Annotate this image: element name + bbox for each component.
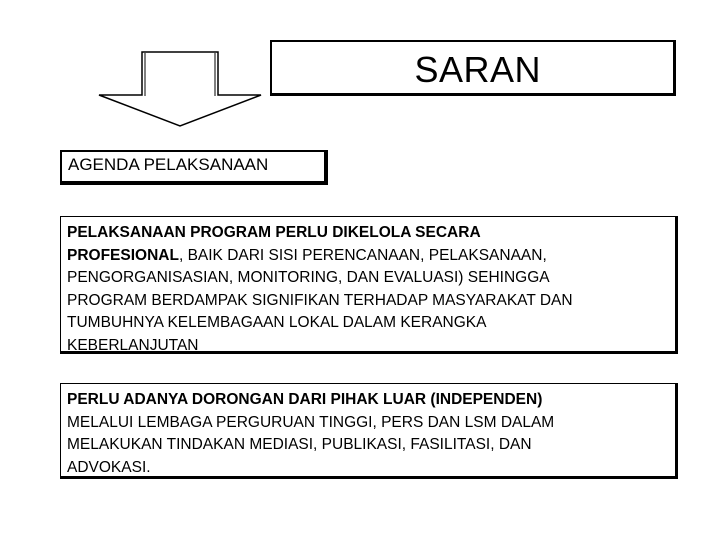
recommendation-1-line-6: KEBERLANJUTAN: [67, 336, 199, 354]
recommendation-1-line-2-rest: , BAIK DARI SISI PERENCANAAN, PELAKSANAAN,: [178, 246, 547, 264]
recommendation-box-1: [60, 216, 678, 354]
recommendation-1-text: [67, 222, 573, 357]
recommendation-2-line-4: ADVOKASI.: [67, 458, 151, 476]
recommendation-1-line-5: TUMBUHNYA KELEMBAGAAN LOKAL DALAM KERANGKA: [67, 314, 487, 331]
agenda-heading: AGENDA PELAKSANAAN: [68, 155, 269, 174]
recommendation-1-line-1: PELAKSANAAN PROGRAM PERLU DIKELOLA SECARA: [67, 224, 481, 241]
down-arrow-icon: [95, 50, 265, 128]
recommendation-2-line-3: MELAKUKAN TINDAKAN MEDIASI, PUBLIKASI, FASILITASI, DAN: [67, 436, 532, 453]
recommendation-2-text: [67, 389, 554, 479]
page-title: SARAN: [414, 49, 541, 90]
agenda-box: [60, 150, 328, 185]
recommendation-2-line-2: MELALUI LEMBAGA PERGURUAN TINGGI, PERS DAN LSM DALAM: [67, 413, 555, 431]
recommendation-1-line-3: PENGORGANISASIAN, MONITORING, DAN EVALUASI) SEHINGGA: [67, 269, 550, 286]
title-box: [270, 40, 676, 96]
recommendation-1-line-4: PROGRAM BERDAMPAK SIGNIFIKAN TERHADAP MASYARAKAT DAN: [67, 291, 573, 309]
recommendation-box-2: [60, 383, 678, 479]
recommendation-1-line-2: [67, 245, 573, 268]
recommendation-2-line-1: PERLU ADANYA DORONGAN DARI PIHAK LUAR (INDEPENDEN): [67, 391, 543, 408]
recommendation-1-line-2-bold: PROFESIONAL: [67, 246, 179, 264]
